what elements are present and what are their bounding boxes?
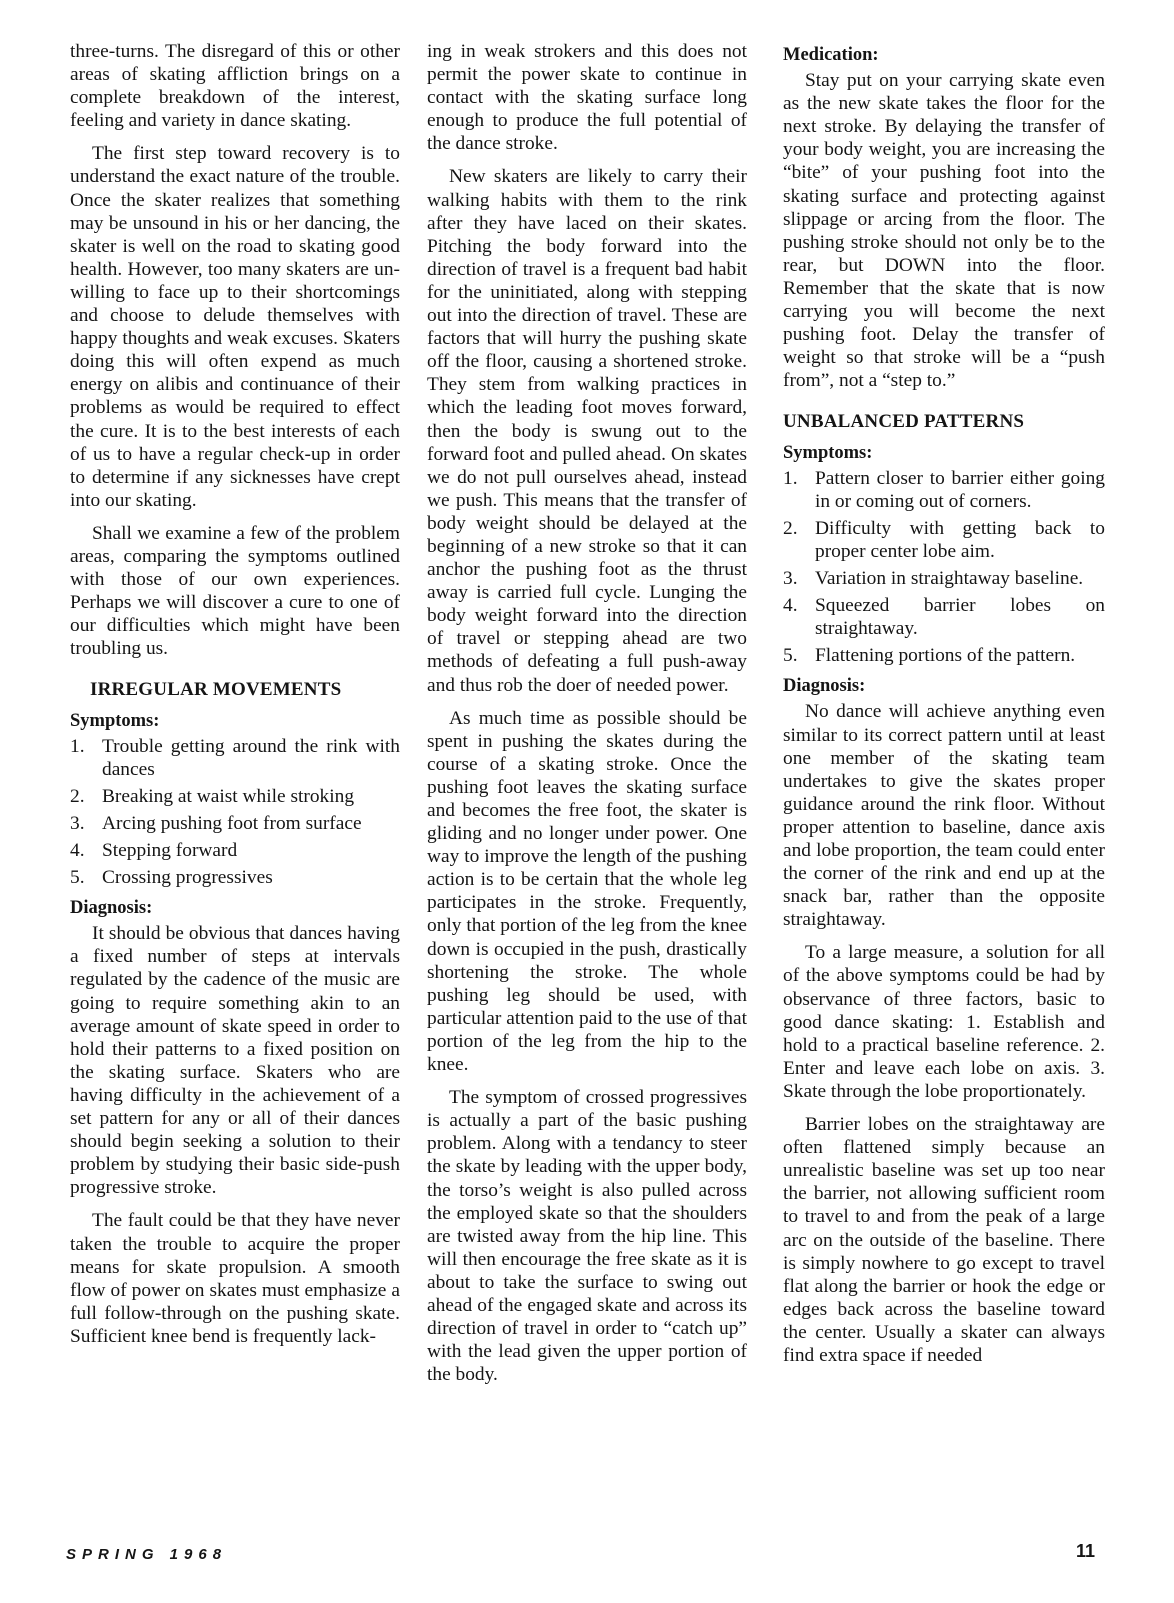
list-item [70,812,400,835]
list-item [783,467,1105,513]
paragraph: ing in weak strokers and this does not permit the power skate to continue in contact with the skating surface long enough to produce the full potential of the dance stroke. [427,41,747,155]
list-text: Flattening portions of the pattern. [815,645,1076,667]
list-text: Breaking at waist while stroking [102,785,355,807]
list-item [783,567,1105,590]
list-number: 4. [783,595,798,617]
section-heading-irregular-movements: IRREGULAR MOVEMENTS [90,679,342,701]
list-text: Stepping forward [102,840,238,861]
list-item [783,644,1105,667]
list-item [70,839,400,862]
paragraph: The symptom of crossed progressives is actually a part of the basic pushing problem. Along with a tendancy to steer the skate by leading with the upper body, the torso’s weight is also pulled across the employed skate so that the shoulders are twisted away from the hip line. This will then encourage the free skate as it is about to take the surface to swing out ahead of the engaged skate and across its direction of travel in order to “catch up” with the lead given the upper portion of the body. [427,1087,747,1386]
list-item [783,594,1105,640]
list-text: Trouble getting around the rink with dances [102,735,400,780]
column-3 [783,40,1105,1377]
list-text: Squeezed barrier lobes on straightaway. [815,595,1105,640]
symptoms-list [70,735,400,890]
symptoms-label: Symptoms: [70,710,160,731]
symptoms-label: Symptoms: [783,442,873,463]
page-number: 11 [1076,1541,1096,1561]
diagnosis-label: Diagnosis: [783,676,866,697]
section-heading-unbalanced-patterns: UNBALANCED PATTERNS [783,411,1025,433]
list-text: Difficulty with getting back to proper center lobe aim. [815,517,1105,562]
paragraph: It should be obvious that dances having a fixed number of steps at intervals regulated by the cadence of the music are going to require something akin to an average amount of skate speed in order to hold their patterns to a fixed position on the skating surface. Skaters who are having difficulty in the achievement of a set pattern for any or all of their dances should begin seeking a solution to their problem by studying their basic side-push progressive stroke. [70,923,400,1199]
paragraph: No dance will achieve anything even similar to its correct pattern until at least one member of the skating team undertakes to give the skates proper guidance around the rink floor. Without proper attention to baseline, dance axis and lobe proportion, the team could enter the corner of the rink and end up at the snack bar, rather than the opposite straightaway. [783,701,1105,931]
list-text: Crossing progressives [102,867,273,889]
column-2 [427,40,747,1396]
list-number: 1. [70,735,85,757]
list-number: 2. [70,785,85,807]
paragraph: The first step toward recovery is to understand the exact nature of the trouble. Once the skater realizes that something may be unsound in his or her dancing, the skater is well on the road to skating good health. However, too many skaters are unwilling to face up to their shortcomings and choose to delude themselves with happy thoughts and weak excuses. Skaters doing this will often expend as much energy on alibis and continuance of their problems as would be required to effect the cure. It is to the best interests of each of us to have a regular check-up in order to determine if any sicknesses have crept into our skating. [70,143,400,511]
list-item [70,785,400,808]
paragraph: New skaters are likely to carry their walking habits with them to the rink after they have laced on their skates. Pitching the body forward into the direction of travel is a frequent bad habit for the uninitiated, along with stepping out into the direction of travel. These are factors that will hurry the pushing skate off the floor, causing a shortened stroke. They stem from walking practices in which the leading foot moves forward, then the body is swung out to the forward foot and pulled ahead. On skates we do not pull ourselves ahead, instead we push. This means that the transfer of body weight should be delayed at the beginning of a new stroke so that it can anchor the pushing foot as the thrust away is carried full cycle. Lunging the body weight forward into the direction of travel or stepping ahead are two methods of defeating a full push-away and thus rob the doer of needed power. [427,166,747,696]
list-number: 2. [783,517,798,539]
list-item [783,517,1105,563]
list-number: 3. [70,812,85,834]
list-text: Arcing pushing foot from surface [102,812,362,834]
paragraph: To a large measure, a solution for all of the above symptoms could be had by observance of three factors, basic to good dance skating: 1. Establish and hold to a practical baseline reference. 2. Enter and leave each lobe on axis. 3. Skate through the lobe proportionately. [783,942,1105,1102]
column-1 [70,40,400,1358]
list-number: 1. [783,467,798,489]
symptoms-list [783,467,1105,668]
list-number: 4. [70,840,85,861]
list-text: Pattern closer to barrier either going in or coming out of corners. [815,467,1105,512]
paragraph: Stay put on your carrying skate even as the new skate takes the floor for the next stroke. By delaying the transfer of your body weight, you are increasing the “bite” of your pushing foot into the skating surface and protecting against slippage or arcing from the floor. The pushing stroke should not only be to the rear, but DOWN into the floor. Remember that the skate that is now carrying you will become the next pushing foot. Delay the transfer of weight so that stroke will be a “push from”, not a “step to.” [783,70,1105,392]
issue-footer: SPRING 1968 [66,1546,228,1563]
list-number: 3. [783,567,798,589]
list-number: 5. [70,867,85,889]
list-item [70,735,400,781]
paragraph: The fault could be that they have never taken the trouble to acquire the proper means for skate propulsion. A smooth flow of power on skates must emphasize a full follow-through on the pushing skate. Sufficient knee bend is frequently lack- [70,1210,400,1347]
diagnosis-label: Diagnosis: [70,898,153,919]
list-number: 5. [783,645,798,667]
paragraph: Shall we examine a few of the problem areas, comparing the symptoms outlined with those of our own experiences. Perhaps we will discover a cure to one of our difficulties which might have been troubling us. [70,522,400,660]
paragraph: As much time as possible should be spent in pushing the skates during the course of a skating stroke. Once the pushing foot leaves the skating surface and becomes the free foot, the skater is gliding and no longer under power. One way to improve the length of the pushing action is to be certain that the whole leg participates in the stroke. Frequently, only that portion of the leg from the knee down is occupied in the push, drastically shortening the stroke. The whole pushing leg should be used, with particular attention paid to the use of that portion of the leg from the hip to the knee. [427,707,747,1076]
paragraph: Barrier lobes on the straightaway are often flattened simply because an unrealistic baseline was set up too near the barrier, not allowing sufficient room to travel to and from the peak of a large arc on the outside of the baseline. There is simply nowhere to go except to travel flat along the barrier or hook the edge or edges back across the baseline toward the center. Usually a skater can always find extra space if needed [783,1114,1105,1366]
medication-label: Medication: [783,45,879,65]
list-item [70,866,400,889]
paragraph: three-turns. The disregard of this or other areas of skating affliction brings on a complete breakdown of the interest, feeling and variety in dance skating. [70,41,400,132]
list-text: Variation in straightaway baseline. [815,567,1084,589]
